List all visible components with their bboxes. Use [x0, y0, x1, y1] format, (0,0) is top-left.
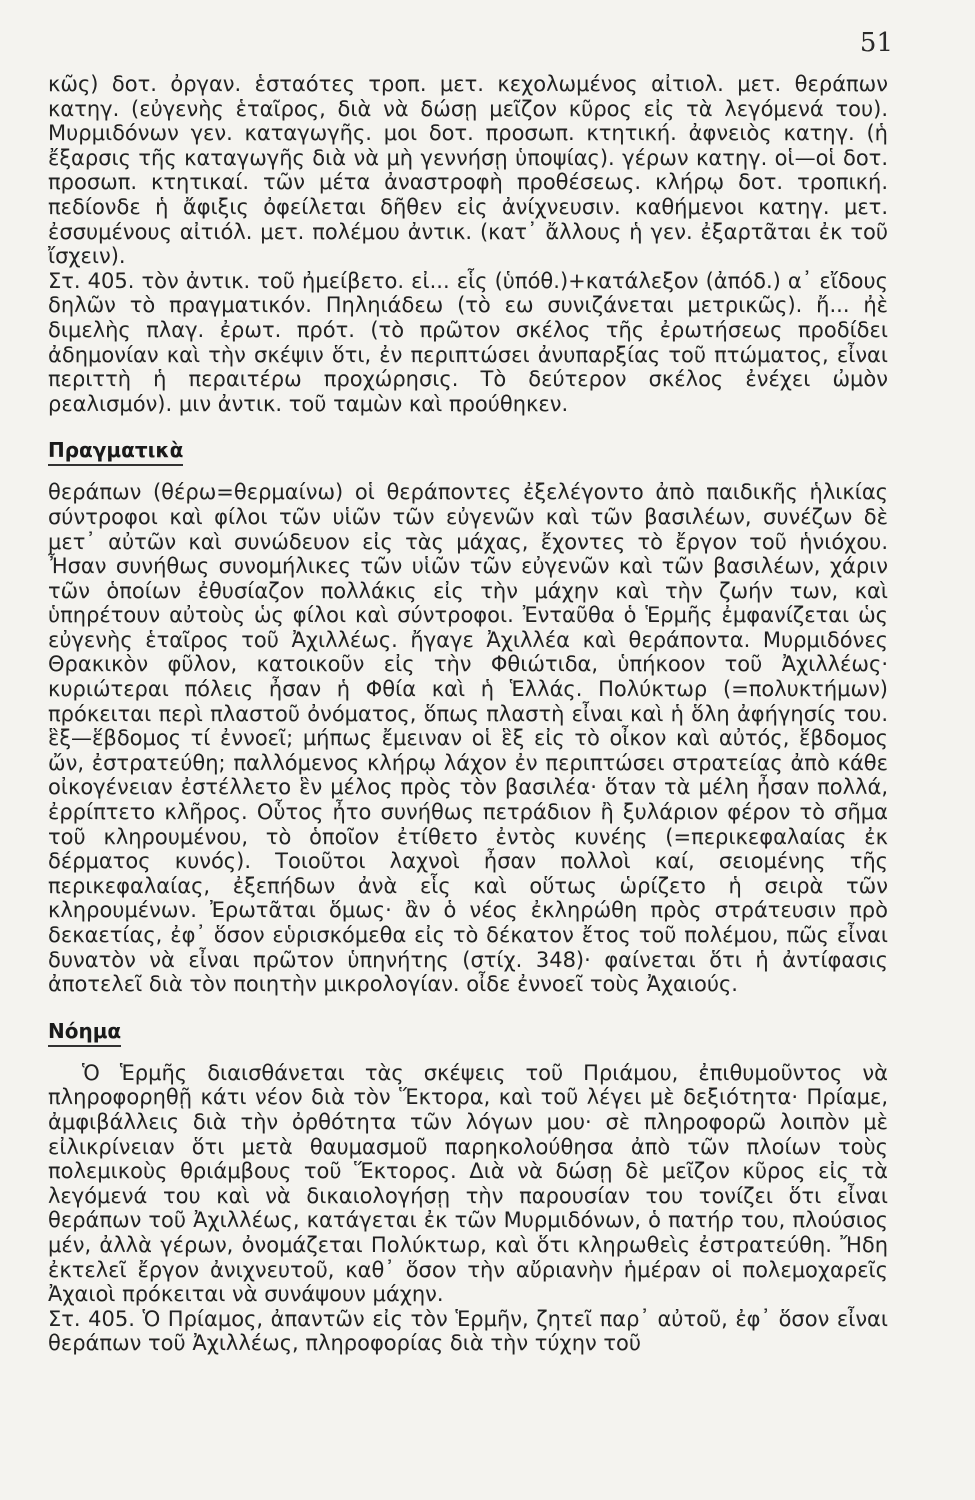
page-number: 51 — [859, 28, 893, 58]
pragmatika-text: θεράπων (θέρω=θερμαίνω) οἱ θεράποντες ἐξελέγοντο ἀπὸ παιδικῆς ἡλικίας σύντροφοι καὶ φίλοι τῶν υἱῶν τῶν εὐγενῶν καὶ τῶν βασιλέων, συνέζων δὲ μετ᾽ αὐτῶν καὶ συνώδευον εἰς τὰς μάχας, ἔχοντες τὸ ἔργον τοῦ ἡνιόχου. Ἦσαν συνήθως συνομήλικες τῶν υἱῶν τῶν εὐγενῶν καὶ τῶν βασιλέων, χάριν τῶν ὁποίων ἐθυσίαζον πολλάκις εἰς τὴν μάχην καὶ τὴν ζωήν των, καὶ ὑπηρέτουν αὐτοὺς ὡς φίλοι καὶ σύντροφοι. Ἐνταῦθα ὁ Ἑρμῆς ἐμφανίζεται ὡς εὐγενὴς ἑταῖρος τοῦ Ἀχιλλέως. ἤγαγε Ἀχιλλέα καὶ θεράποντα. Μυρμιδόνες Θρακικὸν φῦλον, κατοικοῦν εἰς τὴν Φθιώτιδα, ὑπήκοον τοῦ Ἀχιλλέως· κυριώτεραι πόλεις ἦσαν ἡ Φθία καὶ ἡ Ἑλλάς. Πολύκτωρ (=πολυκτήμων) πρόκειται περὶ πλαστοῦ ὀνόματος, ὅπως πλαστὴ εἶναι καὶ ἡ ὅλη ἀφήγησίς του. ἓξ—ἕβδομος τί ἐννοεῖ; μήπως ἔμειναν οἱ ἓξ εἰς τὸ οἶκον καὶ αὐτός, ἕβδομος ὤν, ἐστρατεύθη; παλλόμενος κλήρῳ λάχον ἐν περιπτώσει στρατείας ἀπὸ κάθε οἰκογένειαν ἐστέλλετο ἓν μέλος πρὸς τὸν βασιλέα· ὅταν τὰ μέλη ἦσαν πολλά, ἐρρίπτετο κλῆρος. Οὗτος ἦτο συνήθως πετράδιον ἢ ξυλάριον φέρον τὸ σῆμα τοῦ κληρουμένου, τὸ ὁποῖον ἐτίθετο ἐντὸς κυνέης (=περικεφαλαίας ἐκ δέρματος κυνός). Τοιοῦτοι λαχνοὶ ἦσαν πολλοὶ καί, σειομένης τῆς περικεφαλαίας, ἐξεπήδων ἀνὰ εἷς καὶ οὕτως ὡρίζετο ἡ σειρὰ τῶν κληρουμένων. Ἐρωτᾶται ὅμως· ἂν ὁ νέος ἐκληρώθη πρὸς στράτευσιν πρὸ δεκαετίας, ἐφ᾽ ὅσον εὑρισκόμεθα εἰς τὸ δέκατον ἔτος τοῦ πολέμου, πῶς εἶναι δυνατὸν νὰ εἶναι πρῶτον ὑπηνήτης (στίχ. 348)· φαίνεται ὅτι ἡ ἀντίφασις ἀποτελεῖ διὰ τὸν ποιητὴν μικρολογίαν. οἶδε ἐννοεῖ τοὺς Ἀχαιούς. — [48, 480, 888, 997]
section-heading-pragmatika: Πραγματικὰ — [48, 438, 183, 466]
page-content — [48, 72, 888, 1356]
noima-text-2: Στ. 405. Ὁ Πρίαμος, ἀπαντῶν εἰς τὸν Ἑρμῆν, ζητεῖ παρ᾽ αὐτοῦ, ἐφ᾽ ὅσον εἶναι θεράπων τοῦ Ἀχιλλέως, πληροφορίας διὰ τὴν τύχην τοῦ — [48, 1306, 888, 1356]
commentary-paragraph-1: κῶς) δοτ. ὀργαν. ἑσταότες τροπ. μετ. κεχολωμένος αἰτιολ. μετ. θεράπων κατηγ. (εὐγενὴς ἑταῖρος, διὰ νὰ δώσῃ μεῖζον κῦρος εἰς τὰ λεγόμενά του). Μυρμιδόνων γεν. καταγωγῆς. μοι δοτ. προσωπ. κτητική. ἀφνειὸς κατηγ. (ἡ ἔξαρσις τῆς καταγωγῆς διὰ νὰ μὴ γεννήσῃ ὑποψίας). γέρων κατηγ. οἱ—οἱ δοτ. προσωπ. κτητικαί. τῶν μέτα ἀναστροφὴ προθέσεως. κλήρῳ δοτ. τροπική. πεδίονδε ἡ ἄφιξις ὀφείλεται δῆθεν εἰς ἀνίχνευσιν. καθήμενοι κατηγ. μετ. ἐσσυμένους αἰτιόλ. μετ. πολέμου ἀντικ. (κατ᾽ ἄλλους ἡ γεν. ἐξαρτᾶται ἐκ τοῦ ἴσχειν). — [48, 72, 888, 269]
section-heading-noima: Νόημα — [48, 1019, 121, 1047]
noima-text: Ὁ Ἑρμῆς διαισθάνεται τὰς σκέψεις τοῦ Πριάμου, ἐπιθυμοῦντος νὰ πληροφορηθῇ κάτι νέον διὰ τὸν Ἕκτορα, καὶ τοῦ λέγει μὲ δεξιότητα· Πρίαμε, ἀμφιβάλλεις διὰ τὴν ὀρθότητα τῶν λόγων μου· σὲ πληροφορῶ λοιπὸν μὲ εἰλικρίνειαν ὅτι μετὰ θαυμασμοῦ παρηκολούθησα ἀπὸ τῶν πλοίων τοὺς πολεμικοὺς θριάμβους τοῦ Ἕκτορος. Διὰ νὰ δώσῃ δὲ μεῖζον κῦρος εἰς τὰ λεγόμενά του καὶ νὰ δικαιολογήσῃ τὴν παρουσίαν του τονίζει ὅτι εἶναι θεράπων τοῦ Ἀχιλλέως, κατάγεται ἐκ τῶν Μυρμιδόνων, ὁ πατήρ του, πλούσιος μέν, ἀλλὰ γέρων, ὀνομάζεται Πολύκτωρ, καὶ ὅτι κληρωθεὶς ἐστρατεύθη. Ἤδη ἐκτελεῖ ἔργον ἀνιχνευτοῦ, καθ᾽ ὅσον τὴν αὔριανὴν ἡμέραν οἱ πολεμοχαρεῖς Ἀχαιοὶ πρόκειται νὰ συνάψουν μάχην. — [48, 1060, 888, 1307]
commentary-paragraph-2: Στ. 405. τὸν ἀντικ. τοῦ ἠμείβετο. εἰ... εἷς (ὑπόθ.)+κατάλεξον (ἀπόδ.) α᾽ εἴδους δηλῶν τὸ πραγματικόν. Πηληιάδεω (τὸ εω συνιζάνεται μετρικῶς). ἤ... ἠὲ διμελὴς πλαγ. ἐρωτ. πρότ. (τὸ πρῶτον σκέλος τῆς ἐρωτήσεως προδίδει ἀδημονίαν καὶ τὴν σκέψιν ὅτι, ἐν περιπτώσει ἀνυπαρξίας τοῦ πτώματος, εἶναι περιττὴ ἡ περαιτέρω προχώρησις. Τὸ δεύτερον σκέλος ἐνέχει ὠμὸν ρεαλισμόν). μιν ἀντικ. τοῦ ταμὼν καὶ προύθηκεν. — [48, 268, 888, 416]
